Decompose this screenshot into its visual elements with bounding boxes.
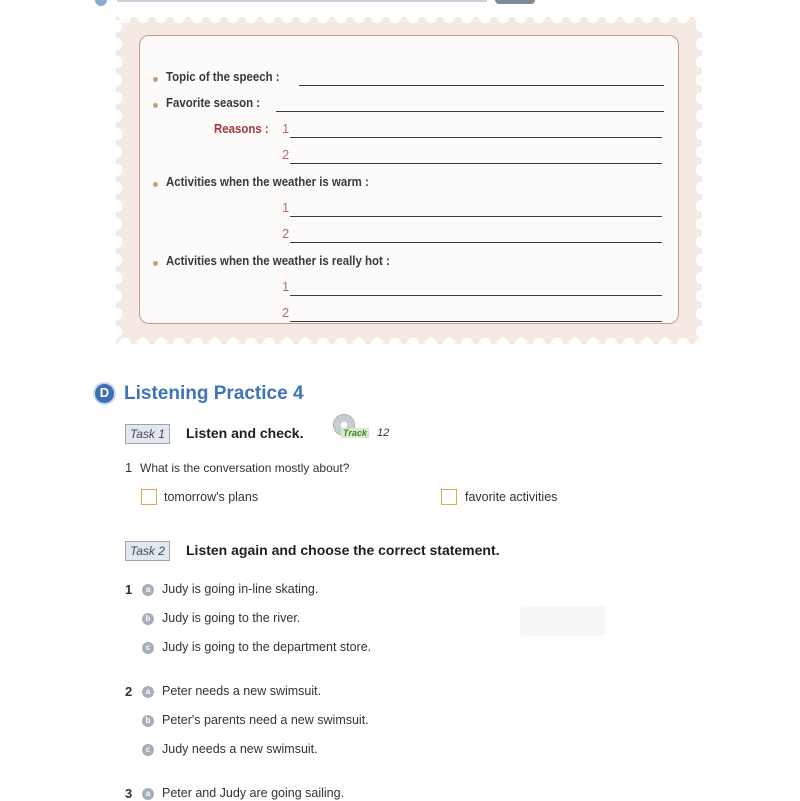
task-1-title: Listen and check. xyxy=(186,425,304,441)
season-label: Favorite season : xyxy=(166,95,261,110)
hot-1-line[interactable] xyxy=(290,295,662,296)
bullet-icon xyxy=(153,77,158,82)
header-bar xyxy=(117,0,487,2)
choice-text: Judy is going in-line skating. xyxy=(162,582,319,596)
note-form xyxy=(139,35,679,324)
warm-1-number: 1 xyxy=(282,200,290,215)
warm-2-line[interactable] xyxy=(290,242,662,243)
question-number: 3 xyxy=(125,786,133,801)
choice-text: Peter needs a new swimsuit. xyxy=(162,684,322,698)
reasons-label: Reasons : xyxy=(214,121,269,136)
reason-1-line[interactable] xyxy=(290,137,662,138)
section-badge-letter: D xyxy=(99,385,110,400)
warm-2-number: 2 xyxy=(282,226,290,241)
question-number: 1 xyxy=(125,582,133,597)
task-2-tag: Task 2 xyxy=(125,541,170,561)
topic-answer-line[interactable] xyxy=(299,85,664,86)
choice-text: Peter and Judy are going sailing. xyxy=(162,786,345,800)
warm-1-row xyxy=(140,200,678,220)
hot-2-number: 2 xyxy=(282,305,290,320)
choice-letter-icon[interactable]: b xyxy=(142,613,154,625)
section-title: Listening Practice 4 xyxy=(124,383,304,404)
hot-2-row xyxy=(140,305,678,325)
choice-text: Judy is going to the department store. xyxy=(162,640,372,654)
option-checkbox[interactable] xyxy=(141,489,157,505)
task-1-tag: Task 1 xyxy=(125,424,170,444)
bullet-icon xyxy=(153,103,158,108)
bullet-icon xyxy=(153,261,158,266)
season-row xyxy=(140,95,678,115)
question-number: 2 xyxy=(125,684,133,699)
option-label: favorite activities xyxy=(465,490,558,504)
choice-letter-icon[interactable]: a xyxy=(142,788,154,800)
track-label: Track xyxy=(343,428,367,438)
warm-2-row xyxy=(140,226,678,246)
reason-2-line[interactable] xyxy=(290,163,662,164)
hot-1-row xyxy=(140,279,678,299)
hot-row xyxy=(140,253,678,273)
option-label: tomorrow's plans xyxy=(164,490,259,504)
track-number: 12 xyxy=(377,427,390,439)
header-pill xyxy=(495,0,535,4)
header-dot-icon xyxy=(95,0,107,6)
bullet-icon xyxy=(153,182,158,187)
choice-letter-icon[interactable]: a xyxy=(142,584,154,596)
choice-letter-icon[interactable]: a xyxy=(142,686,154,698)
hot-1-number: 1 xyxy=(282,279,290,294)
warm-activities-label: Activities when the weather is warm : xyxy=(166,174,369,189)
choice-text: Judy is going to the river. xyxy=(162,611,301,625)
task-2-title: Listen again and choose the correct statement. xyxy=(186,542,500,558)
reason-2-number: 2 xyxy=(282,147,290,162)
season-answer-line[interactable] xyxy=(276,111,664,112)
reason-1-number: 1 xyxy=(282,121,290,136)
choice-letter-icon[interactable]: b xyxy=(142,715,154,727)
choice-text: Peter's parents need a new swimsuit. xyxy=(162,713,369,727)
hot-activities-label: Activities when the weather is really hot : xyxy=(166,253,390,268)
header-strip xyxy=(95,0,535,4)
task-1-question: What is the conversation mostly about? xyxy=(140,461,350,475)
hot-2-line[interactable] xyxy=(290,321,662,322)
task-1-question-number: 1 xyxy=(125,460,133,475)
warm-1-line[interactable] xyxy=(290,216,662,217)
topic-label: Topic of the speech : xyxy=(166,69,280,84)
option-checkbox[interactable] xyxy=(441,489,457,505)
reason-2-row xyxy=(140,147,678,167)
choice-letter-icon[interactable]: c xyxy=(142,642,154,654)
choice-text: Judy needs a new swimsuit. xyxy=(162,742,318,756)
reason-1-row xyxy=(140,121,678,141)
choice-letter-icon[interactable]: c xyxy=(142,744,154,756)
section-badge-icon xyxy=(95,384,114,403)
note-stamp-card xyxy=(116,17,702,344)
topic-row xyxy=(140,69,678,89)
warm-row xyxy=(140,174,678,194)
scan-smudge xyxy=(520,606,606,636)
